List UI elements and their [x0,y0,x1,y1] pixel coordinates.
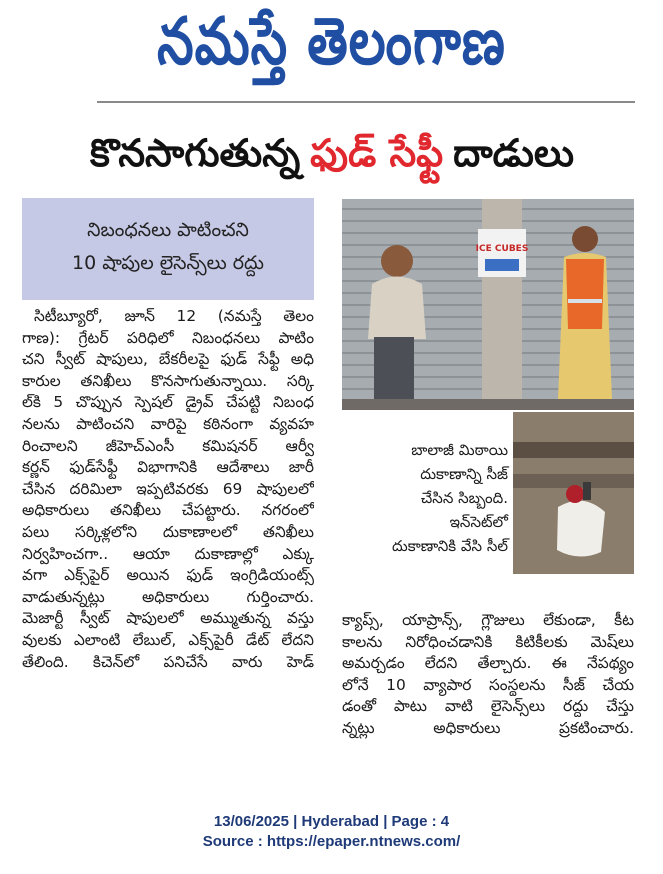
body-line: నలను పాటించని వారిపై కఠినంగా వ్యవహ [22,414,314,433]
body-line: మెజార్టీ స్వీట్ షాపులలో అమ్ముతున్న వస్తు [22,609,314,628]
body-line: రించాలని జీహెచ్‌ఎంసీ కమిషనర్ ఆర్వీ [22,436,314,455]
news-photo [342,199,634,410]
article-body-left [22,306,314,673]
body-line: పలు సర్కిళ్లలోని దుకాణాలలో తనిఖీలు [22,522,314,541]
body-line: చని స్వీట్ షాపులు, బేకరీలపై ఫుడ్ సేఫ్టీ అధి [22,350,314,369]
photo-caption [370,438,508,558]
subheading-box [22,198,314,300]
body-line: కర్ణన్ ఫుడ్‌సేఫ్టీ విభాగానికి ఆదేశాలు జారీ [22,458,314,477]
headline-part-3: దాడులు [453,131,575,175]
footer-date-line: 13/06/2025 | Hyderabad | Page : 4 [213,813,450,830]
body-line: లోనే 10 వ్యాపార సంస్థలను సీజ్ చేయ [342,675,634,694]
footer-source-line[interactable]: Source : https://epaper.ntnews.com/ [202,833,461,850]
body-line: సిటీబ్యూరో, జూన్ 12 (నమస్తే తెలం [34,307,314,325]
headline-part-2: ఫుడ్ సేఫ్టీ [310,131,444,175]
subheading-line-2: 10 షాపుల లైసెన్స్‌లు రద్దు [72,252,264,274]
body-line: కాలను నిరోధించడానికి కిటికీలకు మెష్‌లు [342,632,634,651]
photo-banner-text: ICE CUBES [475,244,529,254]
body-line: వగా ఎక్స్‌పైర్ అయిన ఫుడ్ ఇంగ్రిడియంట్స్ [22,566,314,585]
footer [0,812,663,852]
caption-line-1: బాలాజీ మిఠాయి [411,441,508,459]
headline-part-1: కొనసాగుతున్న [89,131,301,175]
caption-line-4: ఇన్‌సెట్‌లో [449,513,508,531]
masthead-divider [97,101,635,103]
body-line: వాడుతున్నట్లు అధికారులు గుర్తించారు. [22,587,314,606]
caption-line-3: చేసిన సిబ్బంది. [420,489,508,507]
body-line: వులకు ఎలాంటి లేబుల్, ఎక్స్‌పైరీ డేట్ లేదని [22,630,314,649]
caption-line-5: దుకాణానికి వేసి సీల్ [391,537,508,555]
body-line: చేసిన దరిమిలా ఇప్పటివరకు 69 షాపులలో [22,479,314,498]
body-line: అమర్చడం లేదని తేల్చారు. ఈ నేపథ్యం [342,654,634,673]
caption-line-2: దుకాణాన్ని సీజ్ [420,465,508,483]
masthead [0,0,663,100]
body-line: తేలింది. కిచెన్‌లో పనిచేసే వారు హెడ్ [22,652,314,671]
body-line: కారుల తనిఖీలు కొనసాగుతున్నాయి. సర్కి [22,371,314,390]
shop-seizure-photo [342,199,634,410]
body-line: గాణ): గ్రేటర్ పరిధిలో నిబంధనలు పాటిం [22,328,314,347]
subheading-line-1: నిబంధనలు పాటించని [87,219,249,241]
body-line: నిర్వహించగా.. ఆయా దుకాణాల్లో ఎక్కు [22,544,314,563]
body-line: అధికారులు తనిఖీలు చేపట్టారు. నగరంలో [22,501,314,520]
newspaper-logo: నమస్తే తెలంగాణ [157,4,506,80]
body-line: ల్‌కి 5 చొప్పున స్పెషల్ డ్రైవ్ చేపట్టి నిబంధ [22,393,314,412]
body-line: క్యాప్స్, యాప్రాన్స్, గ్లౌజులు లేకుండా, కీట [342,611,634,629]
body-line: న్నట్లు అధికారులు ప్రకటించారు. [342,718,634,737]
body-line: డంతో పాటు వాటి లైసెన్స్‌లు రద్దు చేస్తు [342,697,634,716]
seal-inset-photo [513,412,634,574]
headline [22,128,642,188]
article-body-right [342,610,634,740]
inset-photo [513,412,634,574]
